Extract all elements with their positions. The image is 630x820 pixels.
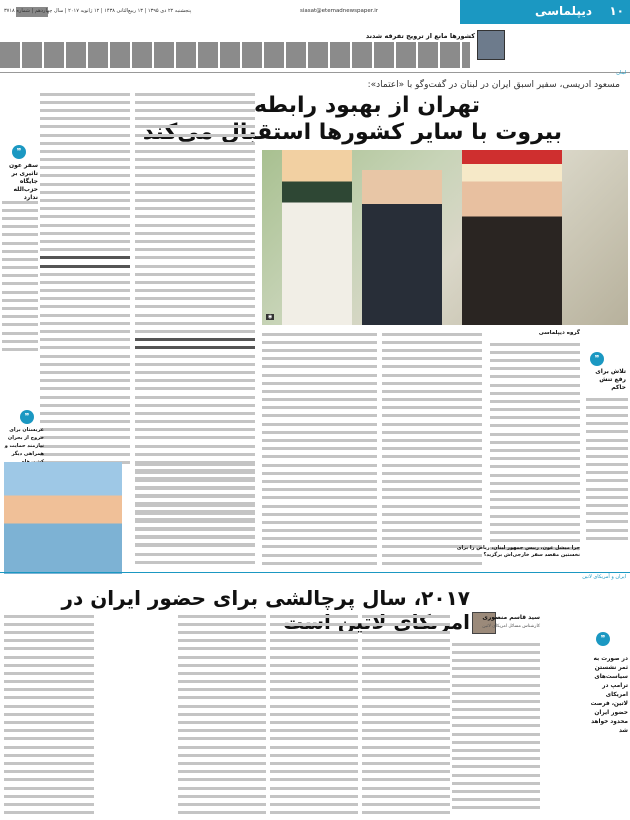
article2-column [4,612,94,817]
article-column [382,330,482,567]
photo-figure-president [362,170,442,325]
section-name: دیپلماسی [535,4,592,18]
camera-icon: ◉ [268,314,273,320]
article2-column [178,612,266,817]
article-column [40,90,130,467]
top-note [40,30,625,70]
author2-role: کارشناس مسائل امریکای لاتین [482,624,540,629]
quote-icon: ❞ [590,352,604,366]
article-column [135,460,255,566]
article-column [490,340,580,553]
divider [0,72,630,73]
caption-question: چرا میشل عون، رییس جمهور لبنان، ریاض را برای نخستین مقصد سفر خارجی‌اش برگزید؟ [456,545,580,558]
author2-name: سید قاسم منصوری [482,614,540,621]
contact-email[interactable]: siasat@etemadnewspaper.ir [300,8,379,14]
quote-icon: ❞ [596,632,610,646]
article2-column [362,612,450,817]
byline: گروه دیپلماسی [538,330,580,336]
quote-icon: ❞ [20,410,34,424]
article2-column [452,640,540,812]
article2-side-quote: در صورت به ثمر نشستن سیاست‌های ترامپ در امریکای لاتین، فرصت حضور ایران محدود خواهد شد [590,656,628,734]
article-kicker: مسعود ادریسی، سفیر اسبق ایران در لبنان در گفت‌وگو با «اعتماد»: [367,80,620,90]
article2-column [270,612,358,817]
note-title: کشورها مانع از ترویج تفرقه شدند [365,32,475,40]
note-author-photo [477,30,505,60]
sidebar-body [586,395,628,542]
page-number: ۱۰ [609,4,624,18]
article2-title: ۲۰۱۷، سال پرچالشی برای حضور ایران در امریکای لاتین است [61,586,470,634]
sidebar-heading: تلاش برای رفع تنش حاکم [595,368,626,391]
section-tag: لبنان [616,70,626,76]
article-title-line2: بیروت با سایر کشورها استقبال می‌کند [142,120,562,145]
section-band [460,0,630,24]
photo-figure-king [462,150,562,325]
article-title-line1: تهران از بهبود رابطه [253,93,480,118]
sidebar-body [2,198,38,354]
author-portrait [4,462,122,574]
article-column [262,330,377,567]
section-band-2 [0,573,630,583]
article-photo [262,150,628,325]
date-line: پنجشنبه ۲۲ دی ۱۳۹۵ | ۱۳ ربیع‌الثانی ۱۴۳۸ | ۱۲ ژانویه ۲۰۱۷ | سال چهاردهم | شماره ۳۷۱۸ [4,8,192,14]
sidebar-quote-2: عربستان برای خروج از بحران نیازمند حمایت و همراهی دیگر [4,427,44,457]
quote-icon: ❞ [12,145,26,159]
sidebar-quote: سفر عون تاثیری بر جایگاه حزب‌الله ندارد [8,162,38,201]
photo-figure-guard [282,150,352,325]
page-header [0,0,630,26]
note-body [0,42,470,68]
section-tag-2: ایران و آمریکای لاتین [582,574,626,580]
